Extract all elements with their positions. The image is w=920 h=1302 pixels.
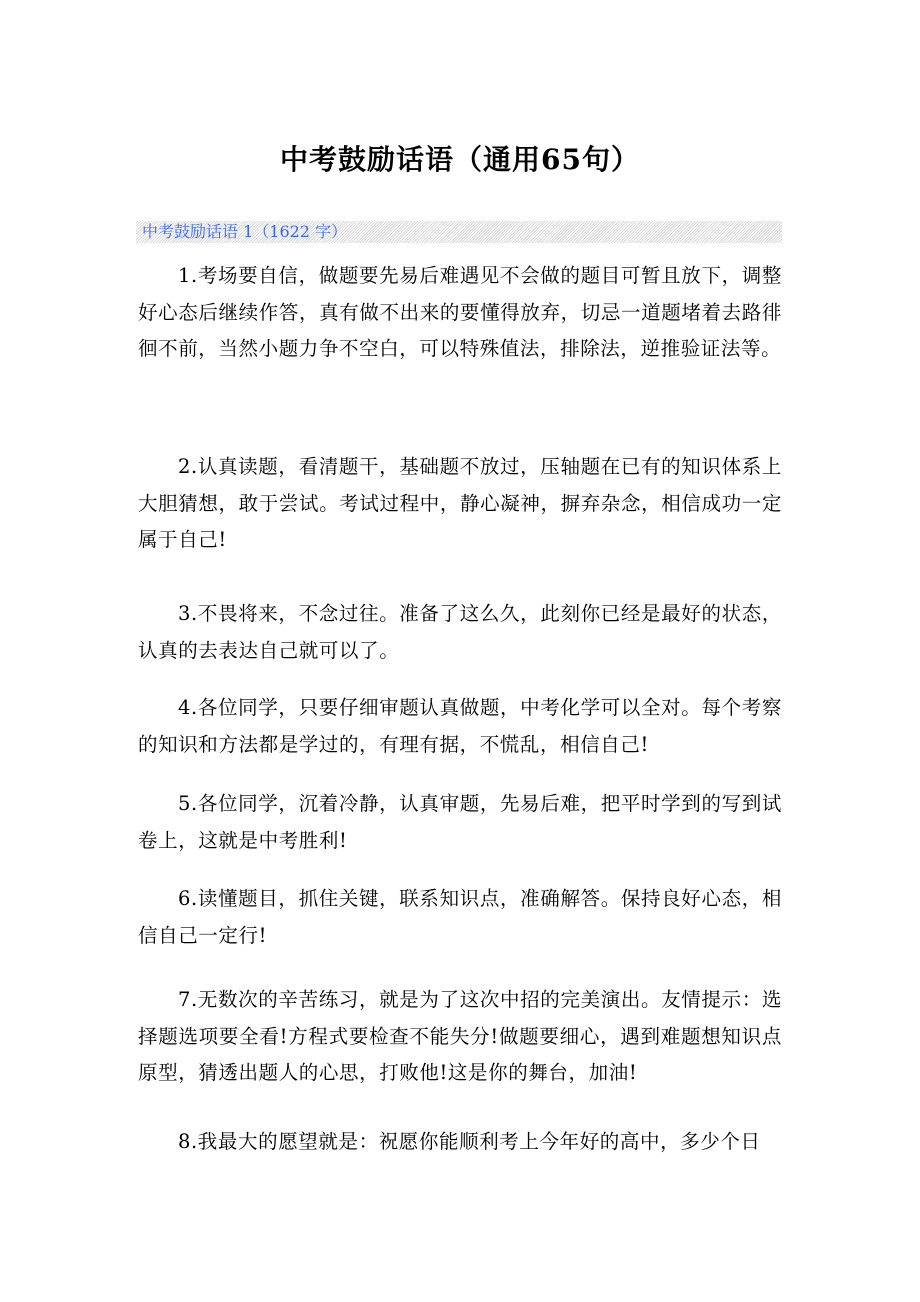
paragraph-7: 7.无数次的辛苦练习，就是为了这次中招的完美演出。友情提示：选择题选项要全看!方程式要检查不能失分!做题要细心，遇到难题想知识点原型，猜透出题人的心思，打败他!这是你的舞台，加油! xyxy=(138,988,782,1084)
paragraph-2: 2.认真读题，看清题干，基础题不放过，压轴题在已有的知识体系上大胆猜想，敢于尝试。考试过程中，静心凝神，摒弃杂念，相信成功一定属于自己! xyxy=(138,455,782,551)
document-title: 中考鼓励话语（通用65句） xyxy=(280,143,640,176)
paragraph-8: 8.我最大的愿望就是：祝愿你能顺利考上今年好的高中，多少个日 xyxy=(178,1130,761,1153)
paragraph-3: 3.不畏将来，不念过往。准备了这么久，此刻你已经是最好的状态，认真的去表达自己就可以了。 xyxy=(138,602,782,662)
paragraph-5: 5.各位同学，沉着冷静，认真审题，先易后难，把平时学到的写到试卷上，这就是中考胜利! xyxy=(138,792,782,852)
section-heading: 中考鼓励话语 1（1622 字） xyxy=(142,222,348,241)
paragraph-4: 4.各位同学，只要仔细审题认真做题，中考化学可以全对。每个考察的知识和方法都是学过的，有理有据，不慌乱，相信自己! xyxy=(138,696,782,756)
paragraph-6: 6.读懂题目，抓住关键，联系知识点，准确解答。保持良好心态，相信自己一定行! xyxy=(138,887,782,947)
paragraph-1: 1.考场要自信，做题要先易后难遇见不会做的题目可暂且放下，调整好心态后继续作答，真有做不出来的要懂得放弃，切忌一道题堵着去路徘徊不前，当然小题力争不空白，可以特殊值法，排除法，逆推验证法等。 xyxy=(138,264,782,360)
